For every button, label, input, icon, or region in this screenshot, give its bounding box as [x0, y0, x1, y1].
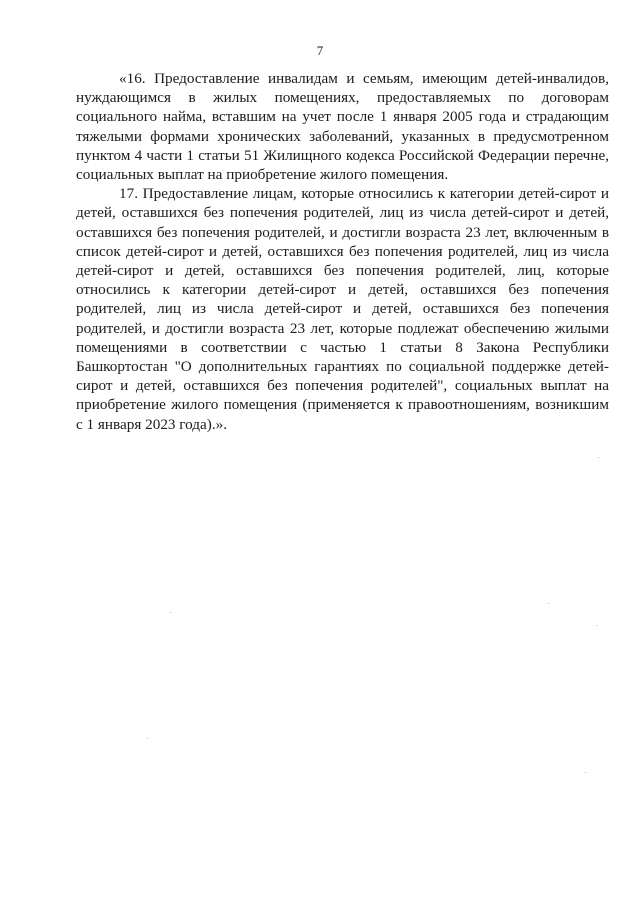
scan-speck	[585, 772, 586, 773]
page-number: 7	[316, 43, 324, 58]
scan-speck	[147, 738, 148, 739]
paragraph-17: 17. Предоставление лицам, которые относились к категории детей-сирот и детей, оставшихся без попечения родителей, лиц из числа детей-сирот и детей, оставшихся без попечения родителей, и достигли возраста 23 лет, включенным в список детей-сирот и детей, оставшихся без попечения родителей, лиц из числа детей-сирот и детей, оставшихся без попечения родителей, лиц, которые относились к категории детей-сирот и детей, оставшихся без попечения родителей, лиц из числа детей-сирот и детей, оставшихся без попечения родителей, и достигли возраста 23 лет, которые подлежат обеспечению жилыми помещениями в соответствии с частью 1 статьи 8 Закона Республики Башкортостан "О дополнительных гарантиях по социальной поддержке детей-сирот и детей, оставшихся без попечения родителей", социальных выплат на приобретение жилого помещения (применяется к правоотношениям, возникшим с 1 января 2023 года).».	[76, 185, 609, 433]
document-body	[76, 69, 609, 434]
scan-speck	[598, 457, 599, 458]
scan-speck	[596, 625, 597, 626]
scan-speck	[170, 612, 171, 613]
scan-speck	[548, 603, 549, 604]
paragraph-16: «16. Предоставление инвалидам и семьям, имеющим детей-инвалидов, нуждающимся в жилых помещениях, предоставляемых по договорам социального найма, вставшим на учет после 1 января 2005 года и страдающим тяжелыми формами хронических заболеваний, указанных в предусмотренном пунктом 4 части 1 статьи 51 Жилищного кодекса Российской Федерации перечне, социальных выплат на приобретение жилого помещения.	[76, 70, 609, 184]
